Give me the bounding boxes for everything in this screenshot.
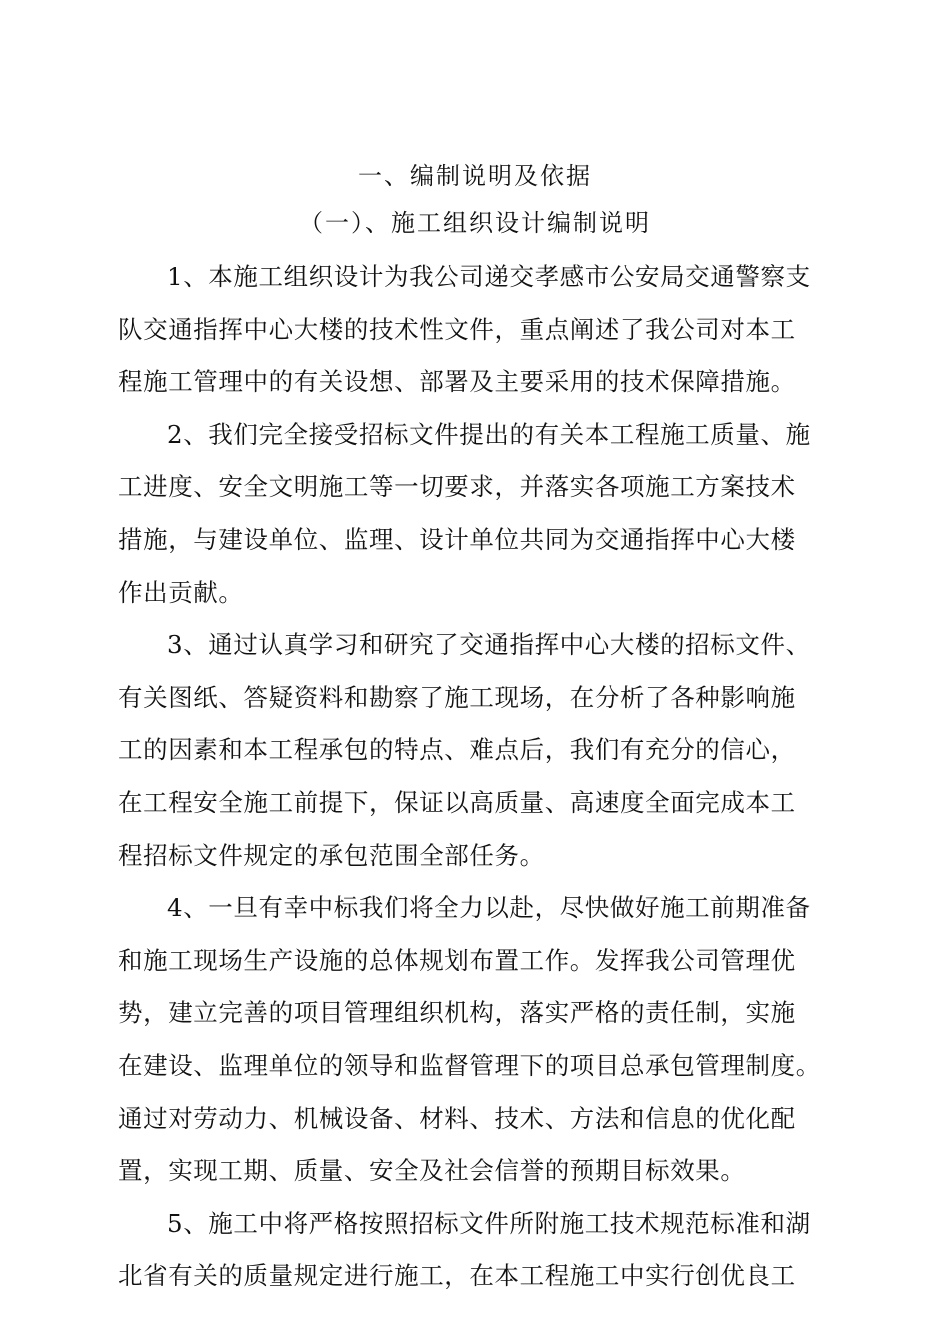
document-body [118, 251, 834, 1303]
text-line: 4、一旦有幸中标我们将全力以赴，尽快做好施工前期准备 [167, 893, 811, 923]
text-line: 和施工现场生产设施的总体规划布置工作。发挥我公司管理优 [118, 945, 796, 975]
paragraph-1 [118, 251, 834, 409]
text-line: 势，建立完善的项目管理组织机构，落实严格的责任制，实施 [118, 998, 796, 1028]
text-line: 程施工管理中的有关设想、部署及主要采用的技术保障措施。 [118, 367, 796, 397]
text-line: 置，实现工期、质量、安全及社会信誉的预期目标效果。 [118, 1156, 746, 1186]
text-line: 工进度、安全文明施工等一切要求，并落实各项施工方案技术 [118, 472, 796, 502]
text-line: 3、通过认真学习和研究了交通指挥中心大楼的招标文件、 [167, 630, 811, 660]
text-line: 在建设、监理单位的领导和监督管理下的项目总承包管理制度。 [118, 1050, 821, 1080]
text-line: 工的因素和本工程承包的特点、难点后，我们有充分的信心， [118, 735, 796, 765]
text-line: 5、施工中将严格按照招标文件所附施工技术规范标准和湖 [167, 1208, 811, 1238]
text-line: 1、本施工组织设计为我公司递交孝感市公安局交通警察支 [167, 262, 811, 291]
text-line: 措施，与建设单位、监理、设计单位共同为交通指挥中心大楼 [118, 524, 796, 554]
text-line: 2、我们完全接受招标文件提出的有关本工程施工质量、施 [167, 419, 811, 449]
text-line: 北省有关的质量规定进行施工，在本工程施工中实行创优良工 [118, 1261, 796, 1291]
subsection-heading: （一）、施工组织设计编制说明 [299, 209, 651, 237]
text-line: 在工程安全施工前提下，保证以高质量、高速度全面完成本工 [118, 787, 796, 817]
text-line: 有关图纸、答疑资料和勘察了施工现场，在分析了各种影响施 [118, 682, 796, 712]
paragraph-3 [118, 619, 834, 882]
paragraph-2 [118, 409, 834, 619]
text-line: 程招标文件规定的承包范围全部任务。 [118, 840, 545, 870]
section-heading: 一、编制说明及依据 [358, 162, 592, 190]
paragraph-5 [118, 1198, 834, 1303]
text-line: 通过对劳动力、机械设备、材料、技术、方法和信息的优化配 [118, 1103, 796, 1133]
paragraph-4 [118, 882, 834, 1198]
text-line: 作出贡献。 [118, 577, 244, 607]
text-line: 队交通指挥中心大楼的技术性文件，重点阐述了我公司对本工 [118, 314, 796, 344]
